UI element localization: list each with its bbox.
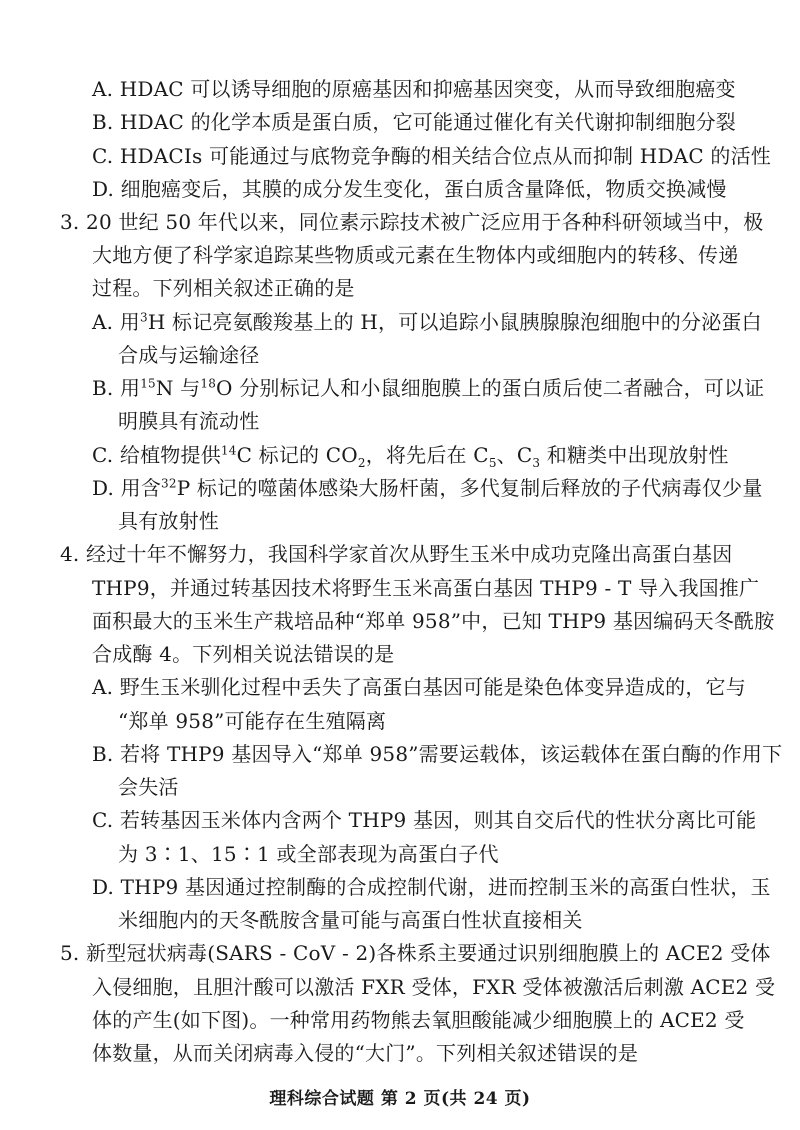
q3-option-c-text-5: 和糖类中出现放射性: [540, 442, 729, 467]
q3-option-b-isotope-o: 18: [200, 376, 217, 391]
q3-option-c-text-2: C 标记的 CO: [236, 442, 358, 467]
q4-option-b: B. 若将 THP9 基因导入“郑单 958”需要运载体，该运载体在蛋白酶的作用下: [92, 741, 783, 766]
q2-option-d: D. 细胞癌变后，其膜的成分发生变化，蛋白质含量降低，物质交换减慢: [92, 176, 727, 201]
q3-option-c-text-4: 、C: [496, 442, 533, 467]
q4-option-a: A. 野生玉米驯化过程中丢失了高蛋白基因可能是染色体变异造成的，它与: [92, 675, 746, 700]
q3-option-b: [92, 375, 764, 401]
q3-option-d-text-1: D. 用含: [92, 475, 162, 500]
q3-option-d-cont: 具有放射性: [118, 509, 219, 534]
q2-option-a: A. HDAC 可以诱导细胞的原癌基因和抑癌基因突变，从而导致细胞癌变: [92, 77, 736, 101]
q3-stem-line-1: 3. 20 世纪 50 年代以来，同位素示踪技术被广泛应用于各种科研领域当中，极: [60, 210, 764, 234]
q4-stem-line-4: 合成酶 4。下列相关说法错误的是: [92, 642, 395, 667]
q5-stem-line-3: 体的产生(如下图)。一种常用药物熊去氧胆酸能减少细胞膜上的 ACE2 受: [92, 1007, 745, 1032]
q3-option-a-cont: 合成与运输途径: [118, 342, 260, 367]
q5-stem-line-4: 体数量，从而关闭病毒入侵的“大门”。下列相关叙述错误的是: [92, 1041, 639, 1065]
q3-option-b-text-1: B. 用: [92, 376, 141, 401]
q3-option-c-text-3: ，将先后在 C: [365, 442, 489, 467]
q3-option-b-cont: 明膜具有流动性: [118, 409, 260, 434]
q3-option-a-text-2: H 标记亮氨酸羧基上的 H，可以追踪小鼠胰腺腺泡细胞中的分泌蛋白: [147, 309, 762, 334]
q3-option-d-isotope: 32: [161, 476, 177, 491]
q3-option-c-isotope: 14: [220, 443, 237, 458]
q2-option-c: C. HDACIs 可能通过与底物竞争酶的相关结合位点从而抑制 HDAC 的活性: [92, 143, 771, 168]
q4-stem-line-2: THP9，并通过转基因技术将野生玉米高蛋白基因 THP9 - T 导入我国推广: [92, 575, 760, 600]
q5-stem-line-2: 入侵细胞，且胆汁酸可以激活 FXR 受体，FXR 受体被激活后刺激 ACE2 受: [92, 974, 776, 999]
q4-stem-line-3: 面积最大的玉米生产栽培品种“郑单 958”中，已知 THP9 基因编码天冬酰胺: [92, 608, 775, 633]
q4-option-a-cont: “郑单 958”可能存在生殖隔离: [118, 708, 387, 733]
q3-option-c-subscript-2: 5: [488, 455, 497, 470]
q4-option-d: D. THP9 基因通过控制酶的合成控制代谢，进而控制玉米的高蛋白性状，玉: [92, 874, 771, 899]
q5-stem-line-1: 5. 新型冠状病毒(SARS - CoV - 2)各株系主要通过识别细胞膜上的 ACE2 受体: [60, 941, 771, 966]
q4-option-c-cont: 为 3∶1、15∶1 或全部表现为高蛋白子代: [118, 841, 499, 866]
q3-option-a-text-1: A. 用: [92, 309, 140, 334]
q4-option-d-cont: 米细胞内的天冬酰胺含量可能与高蛋白性状直接相关: [118, 908, 583, 932]
q3-option-c-text-1: C. 给植物提供: [92, 442, 221, 467]
q3-option-c-subscript-1: 2: [357, 455, 366, 470]
q3-option-b-text-3: O 分别标记人和小鼠细胞膜上的蛋白质后使二者融合，可以证: [216, 376, 765, 401]
q3-stem-line-3: 过程。下列相关叙述正确的是: [92, 276, 355, 301]
q3-option-b-text-2: N 与: [155, 376, 201, 401]
q3-option-c-subscript-3: 3: [532, 455, 541, 470]
q3-stem-line-2: 大地方便了科学家追踪某些物质或元素在生物体内或细胞内的转移、传递: [92, 243, 739, 268]
q2-option-b: B. HDAC 的化学本质是蛋白质，它可能通过催化有关代谢抑制细胞分裂: [92, 110, 736, 135]
q3-option-a-isotope: 3: [139, 310, 148, 325]
page-footer: 理科综合试题 第 2 页(共 24 页): [269, 1089, 531, 1109]
q4-stem-line-1: 4. 经过十年不懈努力，我国科学家首次从野生玉米中成功克隆出高蛋白基因: [60, 542, 733, 567]
q3-option-b-isotope-n: 15: [140, 376, 156, 391]
q3-option-d-text-2: P 标记的噬菌体感染大肠杆菌，多代复制后释放的子代病毒仅少量: [176, 475, 763, 500]
q3-option-c: [92, 442, 729, 468]
q3-option-d: [92, 475, 763, 501]
q3-option-a: [92, 309, 762, 335]
q4-option-c: C. 若转基因玉米体内含两个 THP9 基因，则其自交后代的性状分离比可能: [92, 808, 757, 833]
q4-option-b-cont: 会失活: [118, 775, 179, 800]
